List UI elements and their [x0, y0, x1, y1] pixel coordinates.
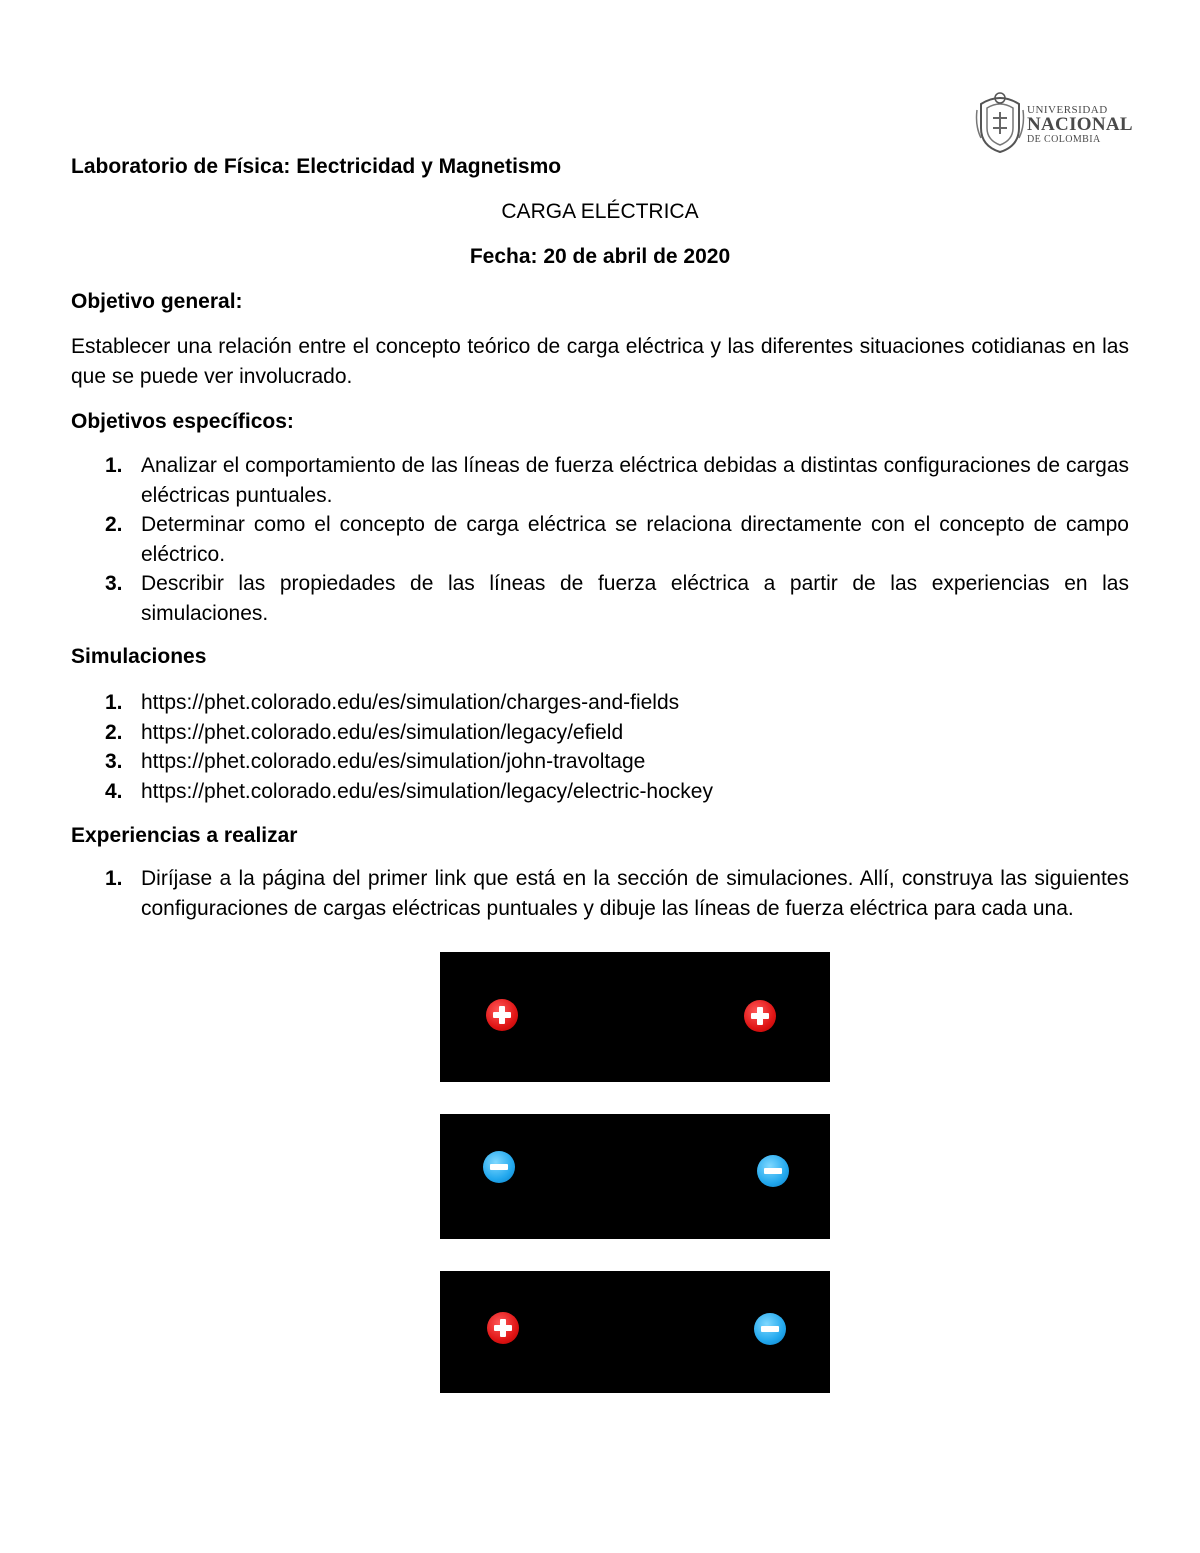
university-logo	[975, 90, 1135, 156]
list-item	[71, 510, 1129, 569]
negative-charge-icon	[757, 1155, 789, 1187]
university-seal-icon	[975, 90, 1025, 154]
list-text: Diríjase a la página del primer link que está en la sección de simulaciones. Allí, construya las siguientes configuraciones de cargas eléctricas puntuales y dibuje las líneas de fuerza eléctrica para cada una.	[141, 867, 1129, 920]
simulaciones-heading: Simulaciones	[71, 645, 207, 668]
simulation-link[interactable]: https://phet.colorado.edu/es/simulation/legacy/efield	[141, 720, 624, 744]
document-date: Fecha: 20 de abril de 2020	[469, 245, 731, 268]
logo-line-2: NACIONAL	[1027, 114, 1133, 135]
objetivo-general-heading: Objetivo general:	[71, 290, 243, 313]
document-title: CARGA ELÉCTRICA	[501, 200, 699, 223]
configuration-positive-positive	[440, 952, 830, 1082]
positive-charge-icon	[486, 999, 518, 1031]
list-item	[71, 747, 1129, 777]
list-item	[71, 864, 1129, 923]
positive-charge-icon	[744, 1000, 776, 1032]
list-item	[71, 451, 1129, 510]
objetivos-especificos-list	[71, 451, 1129, 628]
list-item	[71, 688, 1129, 718]
list-text: Determinar como el concepto de carga eléctrica se relaciona directamente con el concepto de campo eléctrico.	[141, 513, 1129, 566]
simulation-link[interactable]: https://phet.colorado.edu/es/simulation/charges-and-fields	[141, 691, 680, 714]
list-number: 1.	[105, 454, 123, 477]
list-number: 2.	[105, 513, 123, 536]
list-number: 2.	[105, 720, 123, 744]
list-number: 1.	[105, 691, 123, 714]
configuration-negative-negative	[440, 1114, 830, 1239]
list-item	[71, 777, 1129, 807]
list-item	[71, 718, 1129, 748]
lab-title: Laboratorio de Física: Electricidad y Magnetismo	[71, 155, 562, 178]
positive-charge-icon	[487, 1312, 519, 1344]
negative-charge-icon	[483, 1151, 515, 1183]
list-number: 3.	[105, 572, 123, 595]
list-text: Analizar el comportamiento de las líneas de fuerza eléctrica debidas a distintas configuraciones de cargas eléctricas puntuales.	[141, 454, 1129, 507]
configuration-positive-negative	[440, 1271, 830, 1393]
list-number: 3.	[105, 750, 123, 773]
simulaciones-list	[71, 688, 1129, 806]
experiencias-list	[71, 864, 1129, 923]
list-text: Describir las propiedades de las líneas de fuerza eléctrica a partir de las experiencias en las simulaciones.	[141, 572, 1129, 625]
list-number: 4.	[105, 779, 123, 803]
objetivo-general-text: Establecer una relación entre el concepto teórico de carga eléctrica y las diferentes situaciones cotidianas en las que se puede ver involucrado.	[71, 335, 1129, 388]
simulation-link[interactable]: https://phet.colorado.edu/es/simulation/john-travoltage	[141, 750, 646, 773]
simulation-link[interactable]: https://phet.colorado.edu/es/simulation/legacy/electric-hockey	[141, 779, 713, 803]
experiencias-heading: Experiencias a realizar	[71, 824, 298, 847]
list-number: 1.	[105, 867, 123, 890]
list-item	[71, 569, 1129, 628]
logo-line-3: DE COLOMBIA	[1027, 134, 1101, 145]
objetivos-especificos-heading: Objetivos específicos:	[71, 410, 294, 433]
negative-charge-icon	[754, 1313, 786, 1345]
logo-line-1: UNIVERSIDAD	[1027, 104, 1108, 116]
